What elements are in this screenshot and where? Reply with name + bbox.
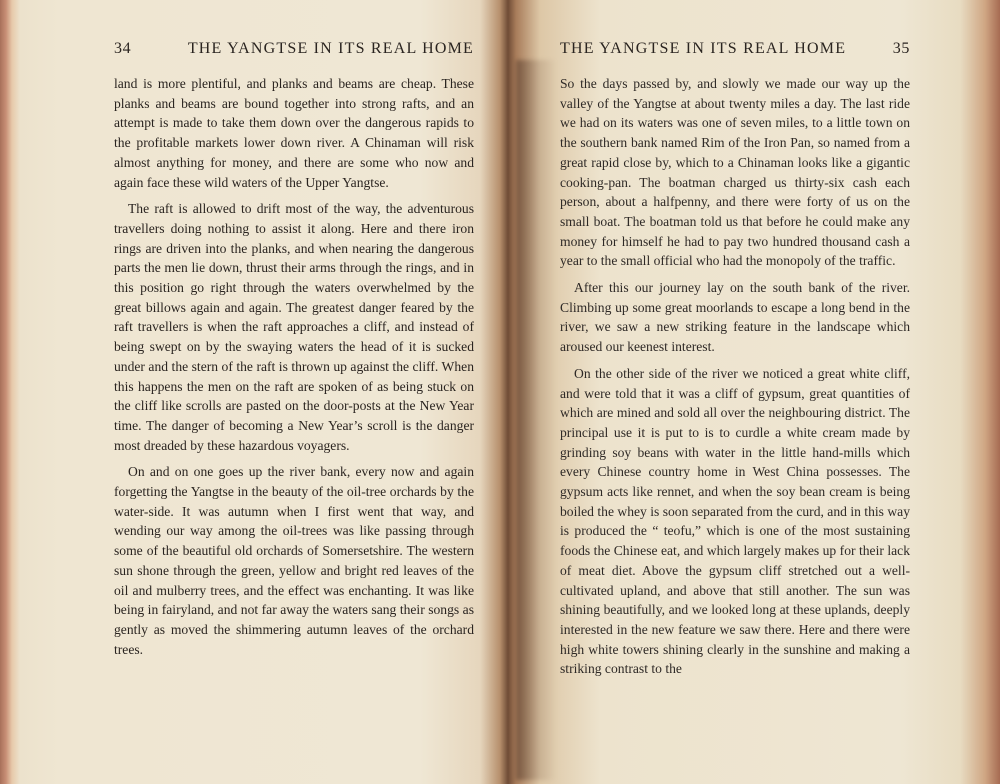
left-running-head xyxy=(114,40,474,74)
right-paragraph-2: After this our journey lay on the south bank of the river. Climbing up some great moorlands to escape a long bend in the river, we saw a new striking feature in the landscape which aroused our keenest interest. xyxy=(560,280,910,355)
right-page-number: 35 xyxy=(892,40,910,57)
left-paragraph-1: land is more plentiful, and planks and beams are cheap. These planks and beams are bound together into strong rafts, and an attempt is made to take them down over the dangerous rapids to the profitable markets lower down river. A Chinaman will risk almost anything for money, and there are some who now and again face these wild waters of the Upper Yangtse. xyxy=(114,76,474,190)
right-page xyxy=(560,40,910,686)
left-page xyxy=(114,40,474,666)
right-page-body xyxy=(560,74,910,679)
right-running-head xyxy=(560,40,910,74)
left-page-number: 34 xyxy=(114,40,132,57)
gutter-shadow xyxy=(516,60,556,780)
right-paragraph-1: So the days passed by, and slowly we made our way up the valley of the Yangtse at about twenty miles a day. The last ride we had on its waters was one of seven miles, to a little town on the southern bank named Rim of the Iron Pan, so named from a great rapid close by, which to a Chinaman looks like a gigantic cooking-pan. The boatman charged us thirty-six cash each person, about a halfpenny, and there were forty of us on the small boat. The boatman told us that before he could make any money for himself he had to pay two hundred thousand cash a year to the small official who had the monopoly of the traffic. xyxy=(560,76,910,269)
left-paragraph-2: The raft is allowed to drift most of the way, the adventurous travellers doing nothing to assist it along. Here and there iron rings are driven into the planks, and when nearing the dangerous parts the men lie down, thrust their arms through the rings, and in this position go right through the waters overwhelmed by the great billows again and again. The greatest danger feared by the raft travellers is when the raft approaches a cliff, and instead of being swept on by the swaying waters the head of it is sucked under and the stern of the raft is thrown up against the cliff. When this happens the men on the raft are spoken of as being stuck on the cliff like scrolls are pasted on the door-posts at the New Year time. The danger of becoming a New Year’s scroll is the danger most dreaded by these hazardous voyagers. xyxy=(114,201,474,453)
left-running-title: THE YANGTSE IN ITS REAL HOME xyxy=(187,40,474,57)
left-page-body xyxy=(114,74,474,659)
left-paragraph-3: On and on one goes up the river bank, every now and again forgetting the Yangtse in the beauty of the oil-tree orchards by the water-side. It was autumn when I first went that way, and wending our way among the oil-trees was like passing through some of the beautiful old orchards of Somersetshire. The western sun shone through the green, yellow and bright red leaves of the oil and mulberry trees, and the effect was enchanting. It was like being in fairyland, and not far away the waters sang their songs as gently as moved the shimmering autumn leaves of the orchard trees. xyxy=(114,464,474,657)
right-running-title: THE YANGTSE IN ITS REAL HOME xyxy=(560,40,847,57)
right-paragraph-3: On the other side of the river we noticed a great white cliff, and were told that it was a cliff of gypsum, great quantities of which are mined and sold all over the neighbouring district. The principal use it is put to is to curdle a white cream made by grinding soy beans with water in the little hand-mills which every Chinese country home in West China possesses. The gypsum acts like rennet, and when the soy bean cream is being boiled the whey is soon separated from the curd, and in this way is produced the “ teofu,” which is one of the most sustaining foods the Chinese eat, and which largely makes up for their lack of meat diet. Above the gypsum cliff stretched out a well-cultivated upland, and above that still another. The sun was shining beautifully, and we looked long at these uplands, deeply interested in the new feature we saw there. Here and there were high white towers shining clearly in the sunshine and making a striking contrast to the xyxy=(560,365,910,677)
